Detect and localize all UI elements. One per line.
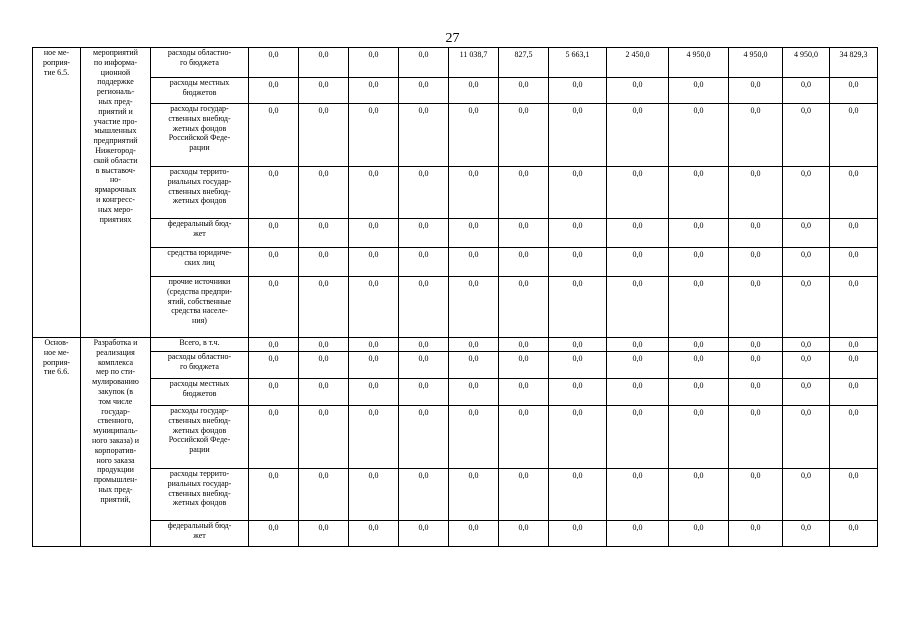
value-cell: 0,0 bbox=[449, 338, 499, 352]
value-cell: 0,0 bbox=[349, 469, 399, 521]
value-cell: 0,0 bbox=[669, 277, 729, 338]
value-cell: 0,0 bbox=[729, 78, 783, 104]
table-row bbox=[33, 338, 878, 352]
value-cell: 0,0 bbox=[399, 248, 449, 277]
value-cell: 0,0 bbox=[549, 338, 607, 352]
value-cell: 0,0 bbox=[830, 406, 878, 469]
value-cell: 0,0 bbox=[399, 277, 449, 338]
value-cell: 0,0 bbox=[830, 352, 878, 379]
value-cell: 0,0 bbox=[783, 379, 830, 406]
value-cell: 0,0 bbox=[349, 248, 399, 277]
value-cell: 0,0 bbox=[399, 78, 449, 104]
value-cell: 0,0 bbox=[399, 219, 449, 248]
value-cell: 0,0 bbox=[299, 352, 349, 379]
value-cell: 0,0 bbox=[783, 469, 830, 521]
value-cell: 0,0 bbox=[299, 277, 349, 338]
value-cell: 0,0 bbox=[249, 248, 299, 277]
value-cell: 0,0 bbox=[669, 379, 729, 406]
value-cell: 0,0 bbox=[499, 469, 549, 521]
funding-source-cell: расходы местных бюджетов bbox=[151, 379, 249, 406]
value-cell: 0,0 bbox=[299, 48, 349, 78]
value-cell: 0,0 bbox=[549, 406, 607, 469]
value-cell: 0,0 bbox=[299, 379, 349, 406]
value-cell: 0,0 bbox=[449, 167, 499, 219]
value-cell: 0,0 bbox=[449, 469, 499, 521]
value-cell: 0,0 bbox=[299, 338, 349, 352]
funding-source-cell: расходы террито- риальных государ- ственных внебюд- жетных фондов bbox=[151, 469, 249, 521]
value-cell: 0,0 bbox=[449, 277, 499, 338]
value-cell: 0,0 bbox=[299, 248, 349, 277]
value-cell: 34 829,3 bbox=[830, 48, 878, 78]
value-cell: 0,0 bbox=[499, 219, 549, 248]
value-cell: 0,0 bbox=[249, 469, 299, 521]
value-cell: 0,0 bbox=[607, 277, 669, 338]
value-cell: 0,0 bbox=[830, 248, 878, 277]
value-cell: 0,0 bbox=[607, 338, 669, 352]
value-cell: 0,0 bbox=[249, 277, 299, 338]
value-cell: 0,0 bbox=[449, 104, 499, 167]
value-cell: 0,0 bbox=[783, 277, 830, 338]
value-cell: 0,0 bbox=[499, 167, 549, 219]
table-row bbox=[33, 248, 878, 277]
funding-source-cell: федеральный бюд- жет bbox=[151, 521, 249, 547]
measure-code-cell: ное ме- роприя- тие 6.5. bbox=[33, 48, 81, 338]
value-cell: 0,0 bbox=[499, 78, 549, 104]
value-cell: 0,0 bbox=[399, 379, 449, 406]
value-cell: 0,0 bbox=[669, 167, 729, 219]
value-cell: 0,0 bbox=[783, 104, 830, 167]
value-cell: 0,0 bbox=[783, 352, 830, 379]
value-cell: 0,0 bbox=[299, 521, 349, 547]
value-cell: 0,0 bbox=[729, 219, 783, 248]
value-cell: 0,0 bbox=[399, 469, 449, 521]
value-cell: 0,0 bbox=[549, 219, 607, 248]
value-cell: 0,0 bbox=[399, 406, 449, 469]
table-row bbox=[33, 219, 878, 248]
value-cell: 0,0 bbox=[607, 104, 669, 167]
value-cell: 0,0 bbox=[399, 48, 449, 78]
funding-source-cell: расходы государ- ственных внебюд- жетных фондов Российской Феде- рации bbox=[151, 406, 249, 469]
value-cell: 0,0 bbox=[449, 521, 499, 547]
value-cell: 0,0 bbox=[783, 167, 830, 219]
value-cell: 0,0 bbox=[729, 104, 783, 167]
value-cell: 0,0 bbox=[830, 277, 878, 338]
measure-name-cell: Разработка и реализация комплекса мер по сти- мулированию закупок (в том числе государ- ственного, муниципаль- ного заказа) и корпоратив- ного заказа продукции промышлен- ных пред- приятий, bbox=[81, 338, 151, 547]
value-cell: 0,0 bbox=[549, 469, 607, 521]
value-cell: 0,0 bbox=[449, 352, 499, 379]
value-cell: 2 450,0 bbox=[607, 48, 669, 78]
value-cell: 0,0 bbox=[349, 167, 399, 219]
value-cell: 0,0 bbox=[299, 104, 349, 167]
value-cell: 0,0 bbox=[669, 219, 729, 248]
value-cell: 0,0 bbox=[669, 406, 729, 469]
value-cell: 0,0 bbox=[669, 469, 729, 521]
value-cell: 0,0 bbox=[499, 277, 549, 338]
value-cell: 0,0 bbox=[499, 406, 549, 469]
measure-name-cell: мероприятий по информа- ционной поддержке региональ- ных пред- приятий и участие про- мышленных предприятий Нижегород- ской области в выставоч- но- ярмарочных и конгресс- ных меро- приятиях bbox=[81, 48, 151, 338]
value-cell: 0,0 bbox=[349, 48, 399, 78]
value-cell: 0,0 bbox=[549, 248, 607, 277]
value-cell: 0,0 bbox=[249, 379, 299, 406]
table-row bbox=[33, 469, 878, 521]
value-cell: 0,0 bbox=[349, 219, 399, 248]
value-cell: 0,0 bbox=[669, 338, 729, 352]
table-row bbox=[33, 48, 878, 78]
budget-table bbox=[32, 47, 878, 547]
value-cell: 4 950,0 bbox=[669, 48, 729, 78]
value-cell: 0,0 bbox=[549, 277, 607, 338]
value-cell: 0,0 bbox=[729, 277, 783, 338]
value-cell: 0,0 bbox=[399, 338, 449, 352]
value-cell: 0,0 bbox=[249, 78, 299, 104]
funding-source-cell: средства юридиче- ских лиц bbox=[151, 248, 249, 277]
value-cell: 0,0 bbox=[449, 379, 499, 406]
value-cell: 0,0 bbox=[830, 104, 878, 167]
funding-source-cell: Всего, в т.ч. bbox=[151, 338, 249, 352]
value-cell: 0,0 bbox=[783, 521, 830, 547]
value-cell: 0,0 bbox=[783, 219, 830, 248]
table-row bbox=[33, 78, 878, 104]
value-cell: 0,0 bbox=[830, 469, 878, 521]
value-cell: 0,0 bbox=[349, 352, 399, 379]
value-cell: 0,0 bbox=[249, 338, 299, 352]
value-cell: 0,0 bbox=[830, 379, 878, 406]
table-row bbox=[33, 104, 878, 167]
value-cell: 0,0 bbox=[349, 521, 399, 547]
value-cell: 0,0 bbox=[669, 352, 729, 379]
value-cell: 0,0 bbox=[349, 104, 399, 167]
value-cell: 0,0 bbox=[830, 219, 878, 248]
value-cell: 0,0 bbox=[299, 78, 349, 104]
value-cell: 0,0 bbox=[349, 78, 399, 104]
value-cell: 0,0 bbox=[449, 219, 499, 248]
table-row bbox=[33, 352, 878, 379]
value-cell: 0,0 bbox=[669, 521, 729, 547]
value-cell: 0,0 bbox=[549, 167, 607, 219]
value-cell: 0,0 bbox=[669, 78, 729, 104]
value-cell: 0,0 bbox=[607, 352, 669, 379]
value-cell: 0,0 bbox=[249, 48, 299, 78]
value-cell: 0,0 bbox=[607, 248, 669, 277]
page-number: 27 bbox=[445, 31, 460, 46]
value-cell: 0,0 bbox=[249, 521, 299, 547]
value-cell: 0,0 bbox=[299, 406, 349, 469]
value-cell: 0,0 bbox=[607, 219, 669, 248]
value-cell: 0,0 bbox=[349, 379, 399, 406]
value-cell: 0,0 bbox=[607, 469, 669, 521]
value-cell: 0,0 bbox=[249, 219, 299, 248]
value-cell: 5 663,1 bbox=[549, 48, 607, 78]
value-cell: 0,0 bbox=[449, 248, 499, 277]
value-cell: 0,0 bbox=[499, 248, 549, 277]
value-cell: 0,0 bbox=[299, 469, 349, 521]
value-cell: 0,0 bbox=[783, 248, 830, 277]
value-cell: 0,0 bbox=[249, 352, 299, 379]
value-cell: 0,0 bbox=[249, 167, 299, 219]
value-cell: 0,0 bbox=[830, 78, 878, 104]
value-cell: 4 950,0 bbox=[783, 48, 830, 78]
measure-code-cell: Основ- ное ме- роприя- тие 6.6. bbox=[33, 338, 81, 547]
value-cell: 11 038,7 bbox=[449, 48, 499, 78]
value-cell: 0,0 bbox=[549, 78, 607, 104]
value-cell: 0,0 bbox=[607, 379, 669, 406]
value-cell: 0,0 bbox=[783, 78, 830, 104]
value-cell: 0,0 bbox=[783, 338, 830, 352]
value-cell: 0,0 bbox=[399, 352, 449, 379]
value-cell: 0,0 bbox=[499, 521, 549, 547]
value-cell: 0,0 bbox=[499, 352, 549, 379]
value-cell: 0,0 bbox=[607, 521, 669, 547]
value-cell: 0,0 bbox=[729, 406, 783, 469]
value-cell: 0,0 bbox=[399, 521, 449, 547]
budget-table-body bbox=[33, 48, 878, 547]
value-cell: 0,0 bbox=[729, 379, 783, 406]
value-cell: 0,0 bbox=[399, 167, 449, 219]
value-cell: 0,0 bbox=[729, 248, 783, 277]
value-cell: 0,0 bbox=[499, 338, 549, 352]
table-row bbox=[33, 406, 878, 469]
value-cell: 0,0 bbox=[729, 469, 783, 521]
value-cell: 4 950,0 bbox=[729, 48, 783, 78]
table-row bbox=[33, 277, 878, 338]
funding-source-cell: прочие источники (средства предпри- ятий, собственные средства населе- ния) bbox=[151, 277, 249, 338]
value-cell: 827,5 bbox=[499, 48, 549, 78]
funding-source-cell: расходы областно- го бюджета bbox=[151, 352, 249, 379]
value-cell: 0,0 bbox=[549, 352, 607, 379]
value-cell: 0,0 bbox=[607, 167, 669, 219]
value-cell: 0,0 bbox=[399, 104, 449, 167]
value-cell: 0,0 bbox=[729, 338, 783, 352]
value-cell: 0,0 bbox=[499, 104, 549, 167]
value-cell: 0,0 bbox=[499, 379, 549, 406]
value-cell: 0,0 bbox=[607, 78, 669, 104]
value-cell: 0,0 bbox=[349, 277, 399, 338]
value-cell: 0,0 bbox=[669, 104, 729, 167]
value-cell: 0,0 bbox=[607, 406, 669, 469]
table-row bbox=[33, 167, 878, 219]
funding-source-cell: расходы государ- ственных внебюд- жетных фондов Российской Феде- рации bbox=[151, 104, 249, 167]
value-cell: 0,0 bbox=[249, 406, 299, 469]
table-row bbox=[33, 379, 878, 406]
value-cell: 0,0 bbox=[830, 338, 878, 352]
value-cell: 0,0 bbox=[729, 167, 783, 219]
value-cell: 0,0 bbox=[299, 167, 349, 219]
value-cell: 0,0 bbox=[830, 521, 878, 547]
funding-source-cell: расходы областно- го бюджета bbox=[151, 48, 249, 78]
value-cell: 0,0 bbox=[729, 521, 783, 547]
funding-source-cell: расходы террито- риальных государ- ственных внебюд- жетных фондов bbox=[151, 167, 249, 219]
value-cell: 0,0 bbox=[449, 78, 499, 104]
value-cell: 0,0 bbox=[349, 338, 399, 352]
value-cell: 0,0 bbox=[549, 521, 607, 547]
funding-source-cell: расходы местных бюджетов bbox=[151, 78, 249, 104]
value-cell: 0,0 bbox=[669, 248, 729, 277]
funding-source-cell: федеральный бюд- жет bbox=[151, 219, 249, 248]
value-cell: 0,0 bbox=[830, 167, 878, 219]
value-cell: 0,0 bbox=[299, 219, 349, 248]
table-row bbox=[33, 521, 878, 547]
value-cell: 0,0 bbox=[349, 406, 399, 469]
value-cell: 0,0 bbox=[783, 406, 830, 469]
value-cell: 0,0 bbox=[729, 352, 783, 379]
value-cell: 0,0 bbox=[549, 104, 607, 167]
value-cell: 0,0 bbox=[549, 379, 607, 406]
value-cell: 0,0 bbox=[449, 406, 499, 469]
value-cell: 0,0 bbox=[249, 104, 299, 167]
